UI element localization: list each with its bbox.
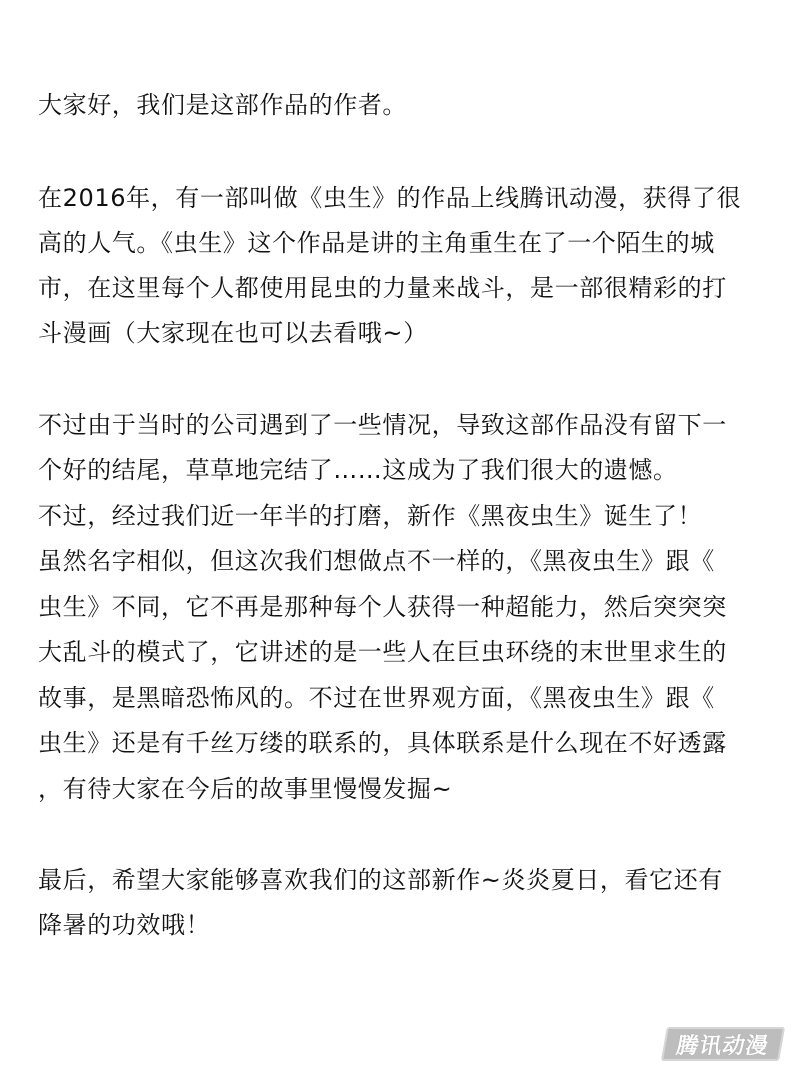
paragraph-3-line-5: 虫生》不同，它不再是那种每个人获得一种超能力，然后突突突 (38, 593, 727, 621)
paragraph-2-line-1: 在2016年，有一部叫做《虫生》的作品上线腾讯动漫，获得了很 (38, 184, 742, 212)
paragraph-2-line-2: 高的人气。《虫生》这个作品是讲的主角重生在了一个陌生的城 (38, 229, 715, 257)
paragraph-4-line-1: 最后，希望大家能够喜欢我们的这部新作~炎炎夏日，看它还有 (38, 866, 723, 894)
paragraph-4-line-2: 降暑的功效哦！ (38, 911, 211, 939)
paragraph-2-line-3: 市，在这里每个人都使用昆虫的力量来战斗，是一部很精彩的打 (38, 274, 727, 302)
paragraph-3-line-9: ，有待大家在今后的故事里慢慢发掘~ (38, 775, 453, 803)
paragraph-3-line-2: 个好的结尾，草草地完结了……这成为了我们很大的遗憾。 (38, 456, 678, 484)
paragraph-3-line-3: 不过，经过我们近一年半的打磨，新作《黑夜虫生》诞生了！ (38, 502, 703, 530)
paragraph-2-line-4: 斗漫画（大家现在也可以去看哦~） (38, 319, 428, 347)
paragraph-3-line-7: 故事，是黑暗恐怖风的。不过在世界观方面，《黑夜虫生》跟《 (38, 684, 715, 712)
paragraph-3-line-6: 大乱斗的模式了，它讲述的是一些人在巨虫环绕的末世里求生的 (38, 638, 727, 666)
paragraph-3-line-1: 不过由于当时的公司遇到了一些情况，导致这部作品没有留下一 (38, 411, 727, 439)
watermark-text: 腾讯动漫 (674, 1033, 771, 1059)
paragraph-3-line-8: 虫生》还是有千丝万缕的联系的，具体联系是什么现在不好透露 (38, 729, 727, 757)
paragraph-1-line-1: 大家好，我们是这部作品的作者。 (38, 91, 407, 119)
tencent-comic-watermark-logo (661, 1027, 785, 1061)
paragraph-3-line-4: 虽然名字相似，但这次我们想做点不一样的，《黑夜虫生》跟《 (38, 547, 715, 575)
